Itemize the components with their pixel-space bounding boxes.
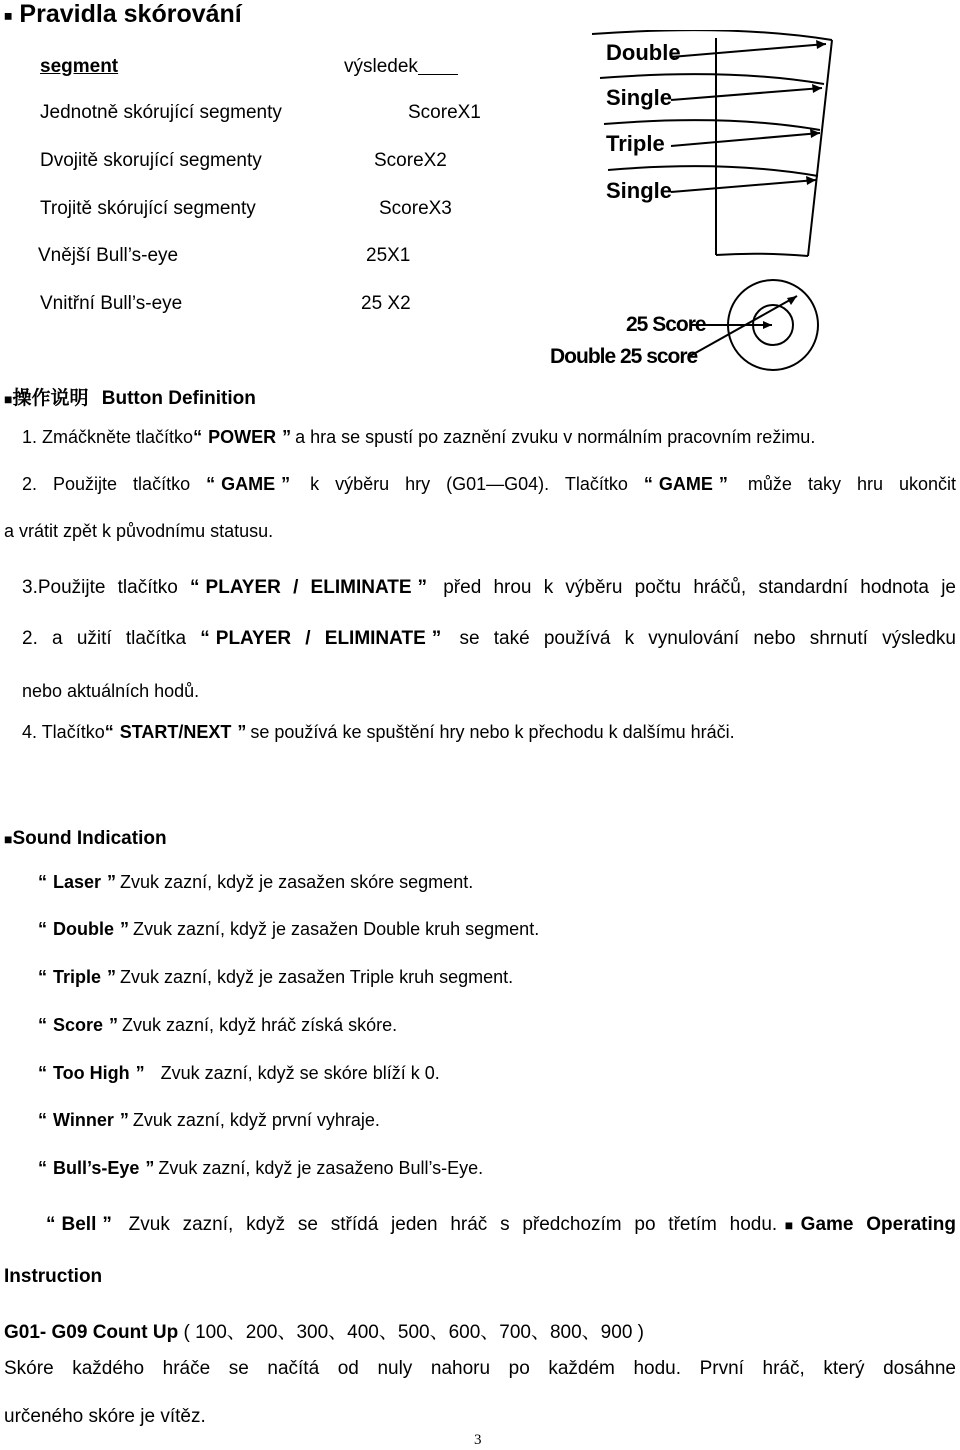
button-item-line: 2. a užití tlačítka “ PLAYER / ELIMINATE ” se také používá k vynulování nebo shrnutí výsledku (22, 628, 956, 650)
board-arc-line (600, 74, 824, 84)
result-header: výsledek (344, 56, 458, 78)
keyword-start-next: “ START/NEXT ” (105, 722, 251, 742)
sound-item: “ Too High ” Zvuk zazní, když se skóre blíží k 0. (38, 1063, 440, 1084)
ring-label-double: Double (606, 40, 681, 65)
dartboard-diagram (540, 30, 840, 375)
result-header-underline (418, 74, 458, 75)
page-number: 3 (474, 1432, 482, 1448)
section-bullet: ■ (4, 830, 13, 847)
scoring-row-result: ScoreX1 (408, 102, 481, 123)
board-arc-line (604, 120, 820, 130)
keyword-game: “ GAME ” (206, 474, 294, 494)
button-item: 1. Zmáčkněte tlačítko“ POWER ” a hra se spustí po zaznění zvuku v normálním pracovním režimu. (22, 427, 815, 448)
button-item: 2. Použijte tlačítko “ GAME ” k výběru hry (G01—G04). Tlačítko “ GAME ” může taky hru ukončit (22, 474, 956, 495)
board-edge-line (808, 40, 832, 256)
keyword-player-eliminate: “ PLAYER / ELIMINATE ” (190, 577, 431, 598)
arrow-head (812, 84, 822, 93)
scoring-row-segment: Dvojitě skorující segmenty (40, 150, 262, 171)
board-arc-line (592, 30, 832, 40)
arrow-head (806, 176, 816, 185)
button-item-continuation: nebo aktuálních hodů. (22, 681, 200, 701)
ring-label-triple: Triple (606, 131, 665, 156)
segment-header: segment (40, 56, 119, 77)
scoring-row-result: ScoreX2 (374, 150, 447, 171)
sound-item: “ Score ” Zvuk zazní, když hráč získá skóre. (38, 1015, 397, 1036)
game-description-cont: určeného skóre je vítěz. (4, 1406, 206, 1427)
scoring-row-result: 25 X2 (361, 293, 411, 314)
arrow-head (816, 40, 826, 49)
title-text: Pravidla skórování (19, 0, 242, 28)
heading-en: Sound Indication (12, 828, 167, 849)
page-title (4, 0, 242, 29)
title-bullet: ■ (4, 7, 13, 24)
board-arc-line (716, 254, 808, 256)
ring-label-single: Single (606, 178, 673, 203)
scoring-row-result: ScoreX3 (379, 198, 452, 219)
arrow-head (763, 321, 772, 329)
sound-item: “ Triple ” Zvuk zazní, když je zasažen Triple kruh segment. (38, 967, 513, 988)
pointer-line (671, 133, 820, 146)
scoring-row-segment: Vnitřní Bull’s-eye (40, 293, 183, 314)
scoring-row-segment: Jednotně skórující segmenty (40, 102, 282, 123)
pointer-line (671, 88, 822, 100)
bull-label-double-25: Double 25 score (550, 345, 698, 368)
button-item: 4. Tlačítko“ START/NEXT ” se používá ke spuštění hry nebo k přechodu k dalšímu hráči. (22, 722, 735, 743)
scoring-row-result: 25X1 (366, 245, 411, 266)
ring-label-single: Single (606, 85, 673, 110)
keyword-game: “ GAME ” (644, 474, 732, 494)
pointer-line (671, 44, 826, 57)
bull-label-25: 25 Score (626, 313, 706, 336)
game-description: Skóre každého hráče se načítá od nuly nahoru po každém hodu. První hráč, který dosáhne (4, 1358, 956, 1379)
sound-item: “ Bull’s-Eye ” Zvuk zazní, když je zasaženo Bull’s-Eye. (38, 1158, 483, 1179)
sound-indication-heading (4, 828, 167, 850)
game-operating-heading: ■Game Operating (777, 1214, 956, 1235)
section-bullet: ■ (4, 390, 13, 407)
scoring-row-segment: Trojitě skórující segmenty (40, 198, 256, 219)
button-item-continuation: a vrátit zpět k původnímu statusu. (4, 521, 274, 541)
keyword-power: “ POWER ” (193, 427, 295, 447)
game-operating-heading-cont: Instruction (4, 1266, 103, 1287)
sound-item: “ Double ” Zvuk zazní, když je zasažen Double kruh segment. (38, 919, 539, 940)
sound-item: “ Bell ” Zvuk zazní, když se střídá jeden hráč s předchozím po třetím hodu.■Game Operating (46, 1214, 956, 1236)
board-arc-line (608, 166, 818, 176)
button-definition-heading (4, 383, 256, 410)
section-bullet: ■ (777, 1216, 801, 1233)
arrow-head (787, 296, 797, 305)
pointer-line (671, 180, 816, 192)
heading-en: Button Definition (101, 388, 256, 409)
button-item: 3.Použijte tlačítko “ PLAYER / ELIMINATE ” před hrou k výběru počtu hráčů, standardní hodnota je (22, 577, 956, 599)
sound-item: “ Laser ” Zvuk zazní, když je zasažen skóre segment. (38, 872, 473, 893)
game-count-up-title: G01- G09 Count Up ( 100、200、300、400、500、600、700、800、900 ) (4, 1322, 644, 1343)
heading-cn: 操作说明 (12, 388, 89, 409)
scoring-row-segment: Vnější Bull’s-eye (38, 245, 179, 266)
sound-item: “ Winner ” Zvuk zazní, když první vyhraje. (38, 1110, 380, 1131)
keyword-player-eliminate: “ PLAYER / ELIMINATE ” (200, 628, 445, 649)
